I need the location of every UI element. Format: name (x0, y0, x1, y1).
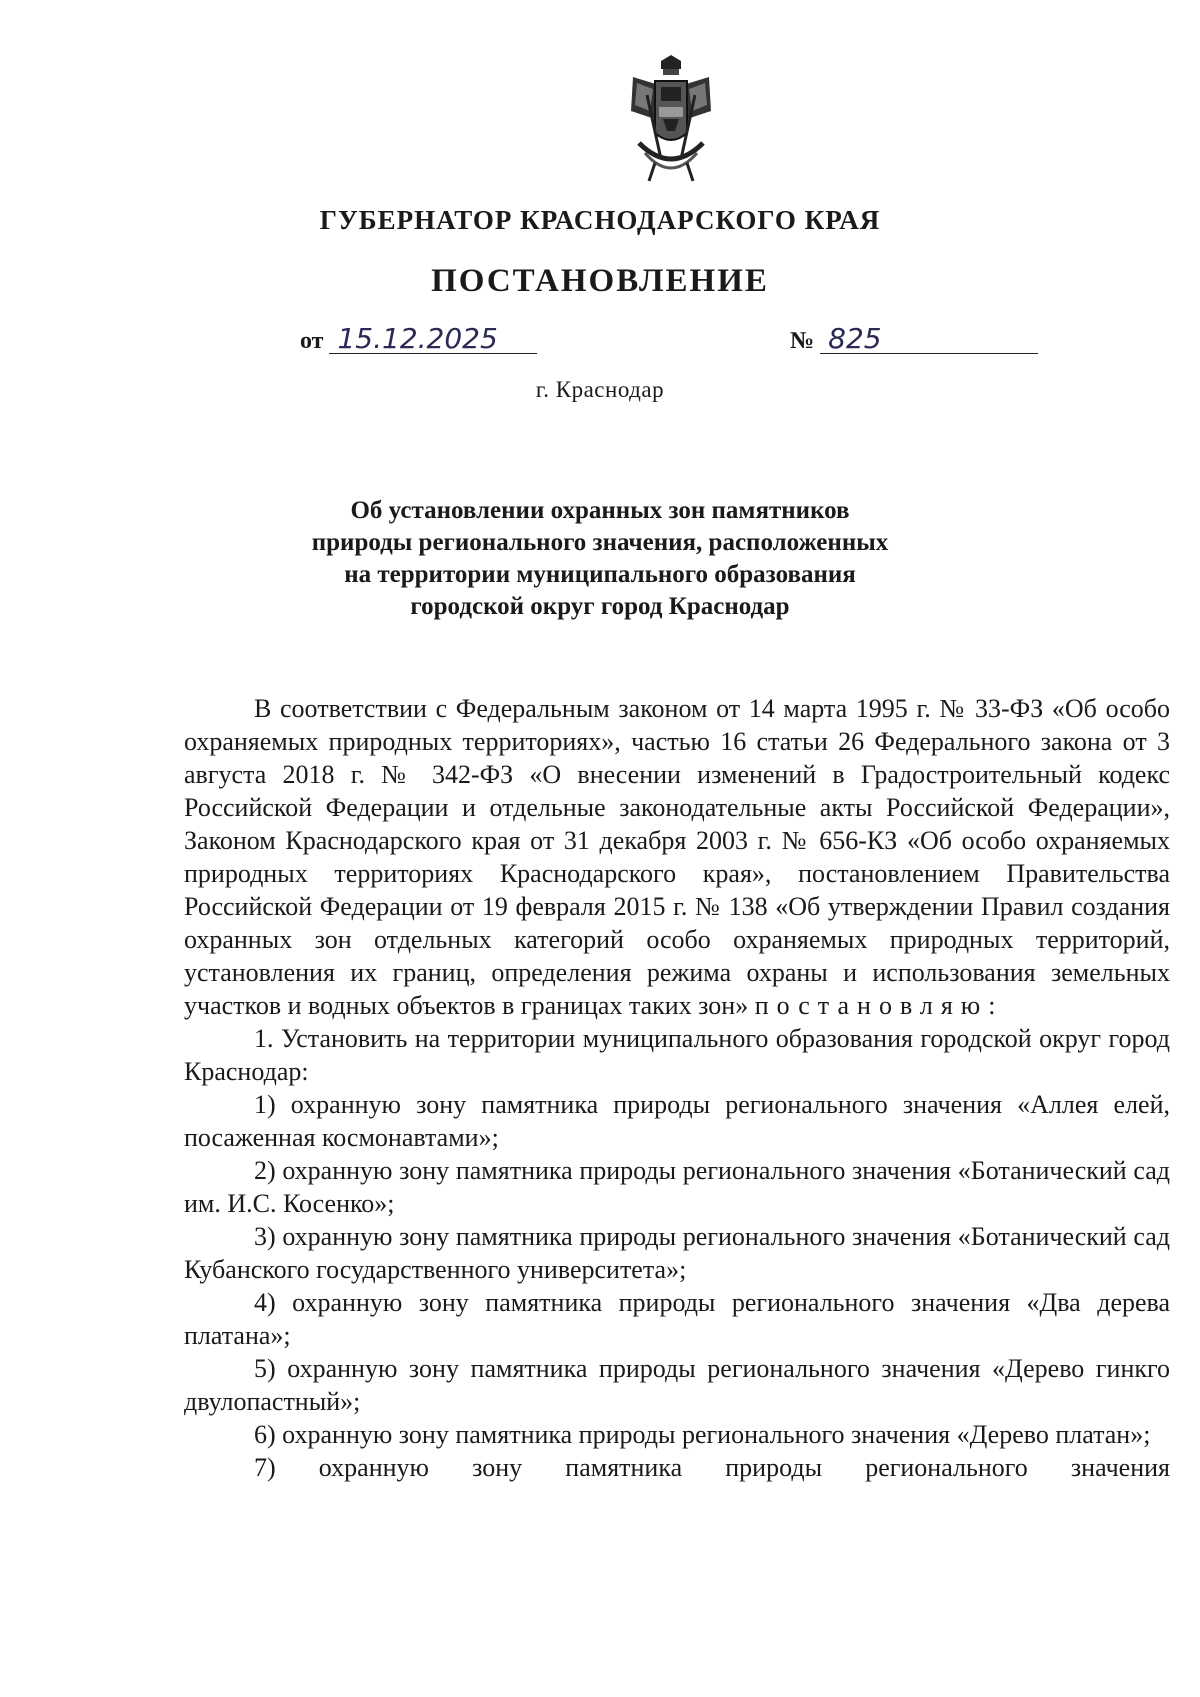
title-line: на территории муниципального образования (344, 561, 856, 588)
number-prefix: № (790, 328, 815, 354)
number-value: 825 (820, 325, 1038, 354)
title-line: городской округ город Краснодар (410, 593, 790, 620)
city: г. Краснодар (535, 377, 665, 402)
preamble-paragraph (184, 692, 1170, 1022)
coat-of-arms-emblem (625, 55, 717, 185)
number-line (790, 322, 1038, 355)
subitem: 3) охранную зону памятника природы регионального значения «Ботанический сад Кубанского государственного университета»; (184, 1222, 1170, 1284)
subitem: 2) охранную зону памятника природы регионального значения «Ботанический сад им. И.С. Косенко»; (184, 1156, 1170, 1218)
preamble-text: В соответствии с Федеральным законом от 14 марта 1995 г. № 33-ФЗ «Об особо охраняемых природных территориях», частью 16 статьи 26 Федерального закона от 3 августа 2018 г. № 342-ФЗ «О внесении изменений в Градостроительный кодекс Российской Федерации и отдельные законодательные акты Российской Федерации», Законом Краснодарского края от 31 декабря 2003 г. № 656-КЗ «Об особо охраняемых природных территориях Краснодарского края», постановлением Правительства Российской Федерации от 19 февраля 2015 г. № 138 «Об утверждении Правил создания охранных зон отдельных категорий особо охраняемых природных территорий, установления их границ, определения режима охраны и использования земельных участков и водных объектов в границах таких зон» (184, 694, 1170, 1020)
subitem: 7) охранную зону памятника природы регионального значения (254, 1453, 1170, 1482)
decree-colon: : (988, 991, 996, 1020)
item-1: 1. Установить на территории муниципального образования городской округ город Краснодар: (184, 1024, 1170, 1086)
decree-word: постановляю (754, 991, 989, 1020)
document-type: ПОСТАНОВЛЕНИЕ (431, 263, 769, 299)
subitem: 5) охранную зону памятника природы регионального значения «Дерево гинкго двулопастный»; (184, 1354, 1170, 1416)
date-line (300, 322, 537, 355)
issuing-authority: ГУБЕРНАТОР КРАСНОДАРСКОГО КРАЯ (319, 205, 881, 235)
date-value: 15.12.2025 (329, 325, 537, 354)
document-title (300, 495, 900, 623)
date-prefix: от (300, 328, 324, 354)
subitem: 6) охранную зону памятника природы регионального значения «Дерево платан»; (254, 1420, 1151, 1449)
subitem: 4) охранную зону памятника природы регионального значения «Два дерева платана»; (184, 1288, 1170, 1350)
subitem: 1) охранную зону памятника природы регионального значения «Аллея елей, посаженная космонавтами»; (184, 1090, 1170, 1152)
title-line: Об установлении охранных зон памятников (350, 497, 850, 524)
title-line: природы регионального значения, расположенных (311, 529, 889, 556)
document-body (184, 692, 1170, 1484)
